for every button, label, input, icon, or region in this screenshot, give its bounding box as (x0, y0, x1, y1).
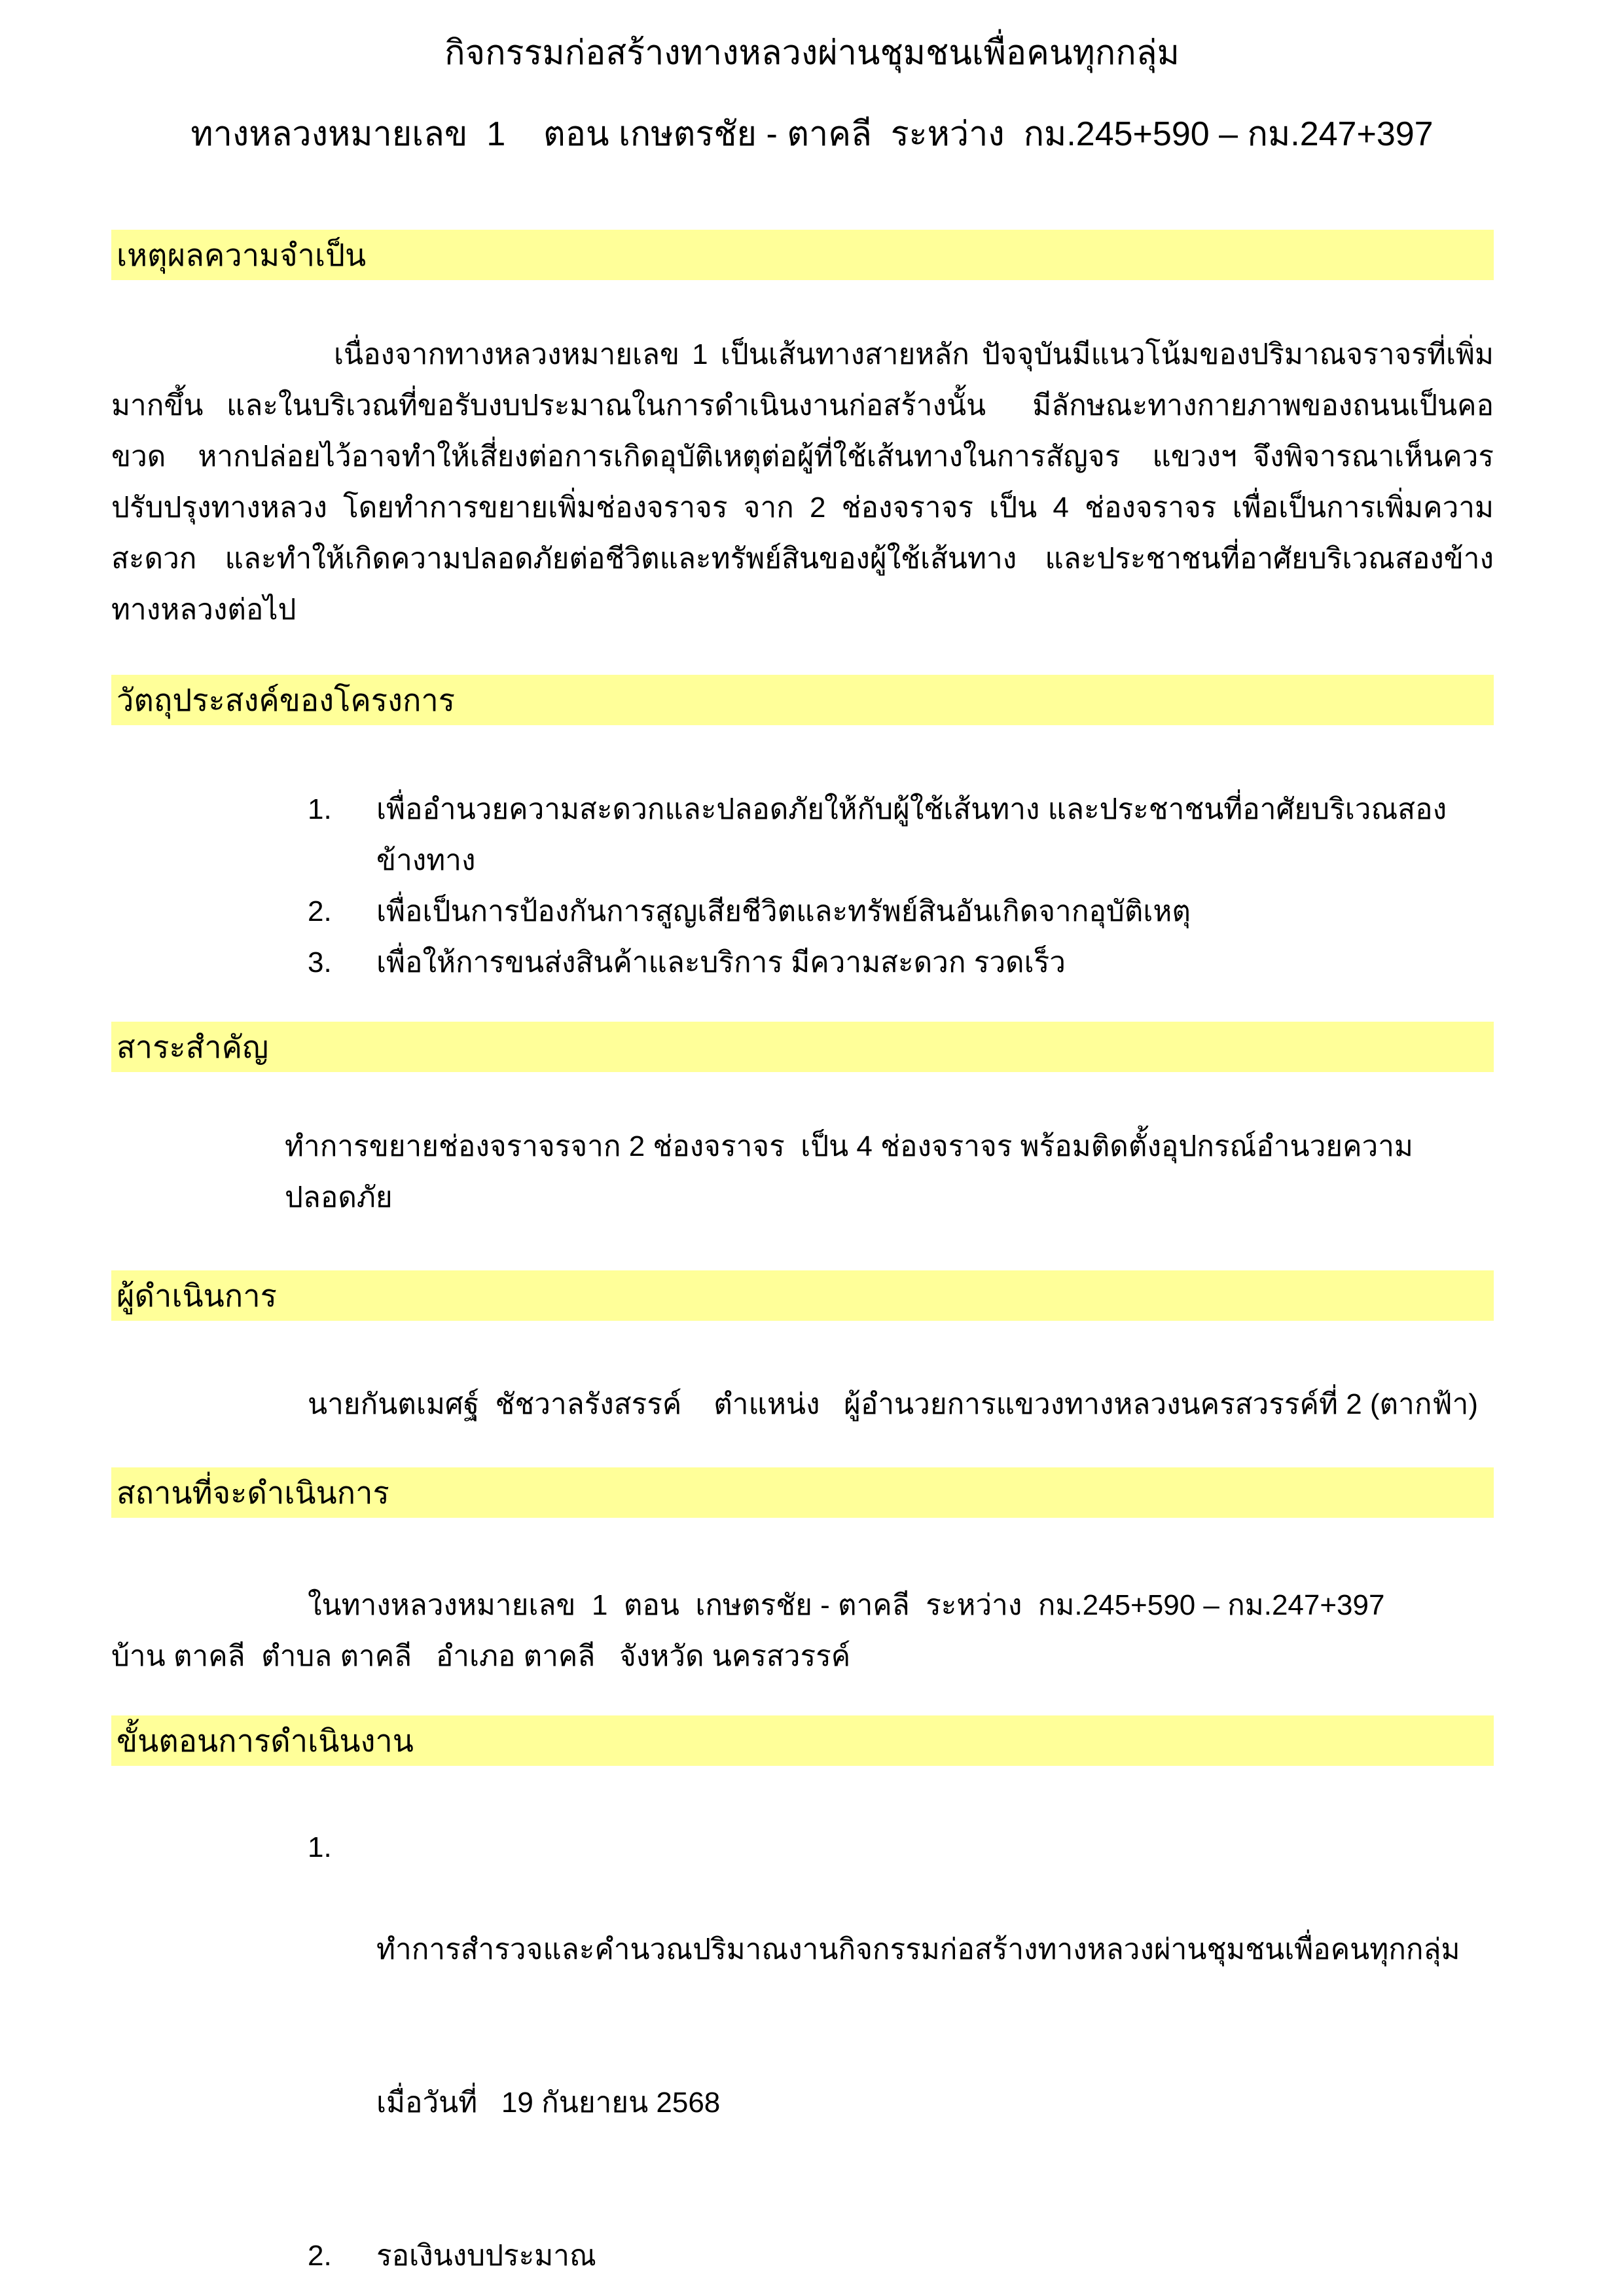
section-steps (111, 1715, 1494, 2282)
objectives-list (111, 784, 1494, 988)
step-item-1-lines (376, 1822, 1460, 2231)
list-item-number: 3. (308, 946, 332, 978)
objective-item-3 (111, 937, 1494, 988)
steps-list (111, 1822, 1494, 2282)
list-item-number: 2. (308, 895, 332, 927)
step-item-2-line-1: รอเงินงบประมาณ (376, 2240, 596, 2272)
list-item-number: 2. (308, 2240, 332, 2272)
location-line-1: ในทางหลวงหมายเลข 1 ตอน เกษตรชัย - ตาคลี ระหว่าง กม.245+590 – กม.247+397 (308, 1589, 1385, 1621)
section-key-substance-heading: สาระสำคัญ (111, 1022, 1494, 1072)
section-key-substance-paragraph: ทำการขยายช่องจราจรจาก 2 ช่องจราจร เป็น 4 ช่องจราจร พร้อมติดตั้งอุปกรณ์อำนวยความปลอดภัย (285, 1130, 1413, 1213)
list-item-number: 1. (308, 793, 332, 825)
section-objectives (111, 675, 1494, 988)
section-location (111, 1467, 1494, 1682)
objective-item-1 (111, 784, 1494, 886)
section-necessity-paragraph: เนื่องจากทางหลวงหมายเลข 1 เป็นเส้นทางสายหลัก ปัจจุบันมีแนวโน้มของปริมาณจราจรที่เพิ่มมากขึ้น และในบริเวณที่ขอรับงบประมาณในการดำเนินงานก่อสร้างนั้น มีลักษณะทางกายภาพของถนนเป็นคอขวด หากปล่อยไว้อาจทำให้เสี่ยงต่อการเกิดอุบัติเหตุต่อผู้ที่ใช้เส้นทางในการสัญจร แขวงฯ จึงพิจารณาเห็นควรปรับปรุงทางหลวง โดยทำการขยายเพิ่มช่องจราจร จาก 2 ช่องจราจร เป็น 4 ช่องจราจร เพื่อเป็นการเพิ่มความสะดวก และทำให้เกิดความปลอดภัยต่อชีวิตและทรัพย์สินของผู้ใช้เส้นทาง และประชาชนที่อาศัยบริเวณสองข้างทางหลวงต่อไป (111, 338, 1494, 626)
section-necessity-heading: เหตุผลความจำเป็น (111, 230, 1494, 280)
section-necessity (111, 230, 1494, 636)
document-body (111, 230, 1494, 2282)
section-operator-heading: ผู้ดำเนินการ (111, 1270, 1494, 1321)
section-location-heading: สถานที่จะดำเนินการ (111, 1467, 1494, 1518)
document-title-line2: ทางหลวงหมายเลข 1 ตอน เกษตรชัย - ตาคลี ระหว่าง กม.245+590 – กม.247+397 (190, 115, 1434, 153)
step-item-1-line-1: ทำการสำรวจและคำนวณปริมาณงานกิจกรรมก่อสร้างทางหลวงผ่านชุมชนเพื่อคนทุกกลุ่ม (376, 1933, 1460, 1965)
objective-item-2 (111, 886, 1494, 937)
section-steps-heading: ขั้นตอนการดำเนินงาน (111, 1715, 1494, 1766)
section-operator-paragraph: นายกันตเมศฐ์ ชัชวาลรังสรรค์ ตำแหน่ง ผู้อำนวยการแขวงทางหลวงนครสวรรค์ที่ 2 (ตากฟ้า) (308, 1388, 1478, 1420)
step-item-1 (111, 1822, 1494, 2231)
document-title-line1: กิจกรรมก่อสร้างทางหลวงผ่านชุมชนเพื่อคนทุกกลุ่ม (444, 34, 1180, 72)
section-operator (111, 1270, 1494, 1430)
list-item-text: เพื่ออำนวยความสะดวกและปลอดภัยให้กับผู้ใช้เส้นทาง และประชาชนที่อาศัยบริเวณสองข้างทาง (376, 793, 1447, 876)
location-lines (111, 1580, 1494, 1682)
section-objectives-heading: วัตถุประสงค์ของโครงการ (111, 675, 1494, 725)
location-line-2: บ้าน ตาคลี ตำบล ตาคลี อำเภอ ตาคลี จังหวัด นครสวรรค์ (111, 1640, 851, 1672)
section-key-substance (111, 1022, 1494, 1223)
list-item-text: เพื่อให้การขนส่งสินค้าและบริการ มีความสะดวก รวดเร็ว (376, 946, 1066, 978)
list-item-text: เพื่อเป็นการป้องกันการสูญเสียชีวิตและทรัพย์สินอันเกิดจากอุบัติเหตุ (376, 895, 1191, 927)
step-item-2 (111, 2231, 1494, 2282)
document-header (0, 0, 1624, 158)
step-item-1-line-2: เมื่อวันที่ 19 กันยายน 2568 (376, 2087, 721, 2119)
list-item-number: 1. (308, 1831, 332, 1863)
